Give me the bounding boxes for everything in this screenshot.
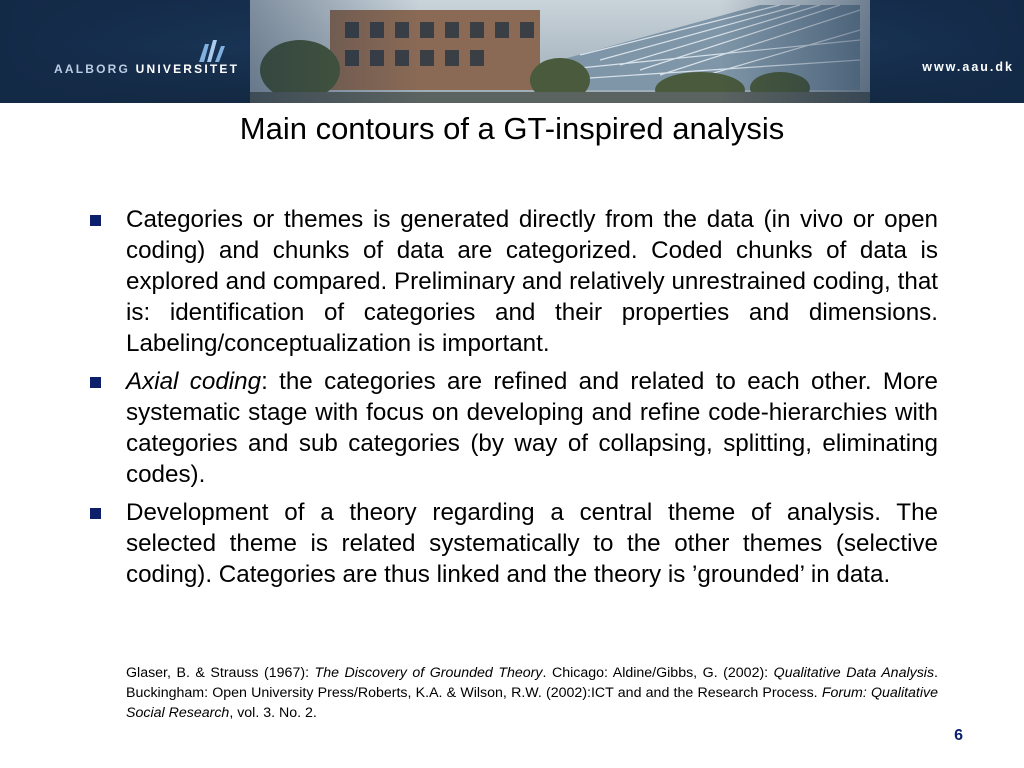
reference-text: , vol. 3. No. 2. (229, 705, 317, 721)
slide-title: Main contours of a GT-inspired analysis (239, 111, 785, 146)
university-name-second: UNIVERSITET (135, 62, 240, 76)
bullet-item-axial-coding (90, 366, 938, 490)
page-number: 6 (954, 727, 963, 744)
bullet-item-selective-coding (90, 497, 938, 590)
reference-text: Glaser, B. & Strauss (1967): (126, 665, 315, 681)
bullet-square-icon (90, 508, 101, 519)
references (126, 663, 938, 723)
reference-book-title: The Discovery of Grounded Theory (314, 665, 543, 681)
reference-journal-title: Forum: Qualitative Social Research (126, 685, 939, 721)
bullet-emphasis: Axial coding (126, 368, 262, 395)
university-name-first: AALBORG (54, 62, 131, 76)
bullet-text: Categories or themes is generated directly from the data (in vivo or open coding) and chunks of data are categorized. Coded chunks of data is explored and compared. Preliminary and relatively unrestrained coding, that is: identification of categories and their properties and dimensions. Labeling/conceptualization is important. (126, 206, 938, 357)
campus-photo (0, 0, 1024, 103)
reference-book-title: Qualitative Data Analysis (773, 665, 935, 681)
bullet-text: : the categories are refined and related to each other. More systematic stage with focus on developing and refine code-hierarchies with categories and sub categories (by way of collapsing, splitting, eliminating codes). (126, 368, 938, 488)
reference-text: . Buckingham: Open University Press/Roberts, K.A. & Wilson, R.W. (2002):ICT and and the Research Process. (126, 665, 938, 701)
website-link[interactable]: www.aau.dk (922, 60, 1014, 74)
aau-logo-icon (195, 38, 229, 64)
bullet-square-icon (90, 377, 101, 388)
bullet-item-open-coding (90, 204, 938, 359)
bullet-list (90, 204, 938, 597)
university-name (54, 62, 239, 76)
header-banner (0, 0, 1024, 103)
bullet-text: Development of a theory regarding a central theme of analysis. The selected theme is related systematically to the other themes (selective coding). Categories are thus linked and the theory is ’grounded’ in data. (126, 499, 938, 588)
reference-text: . Chicago: Aldine/Gibbs, G. (2002): (542, 665, 774, 681)
bullet-square-icon (90, 215, 101, 226)
